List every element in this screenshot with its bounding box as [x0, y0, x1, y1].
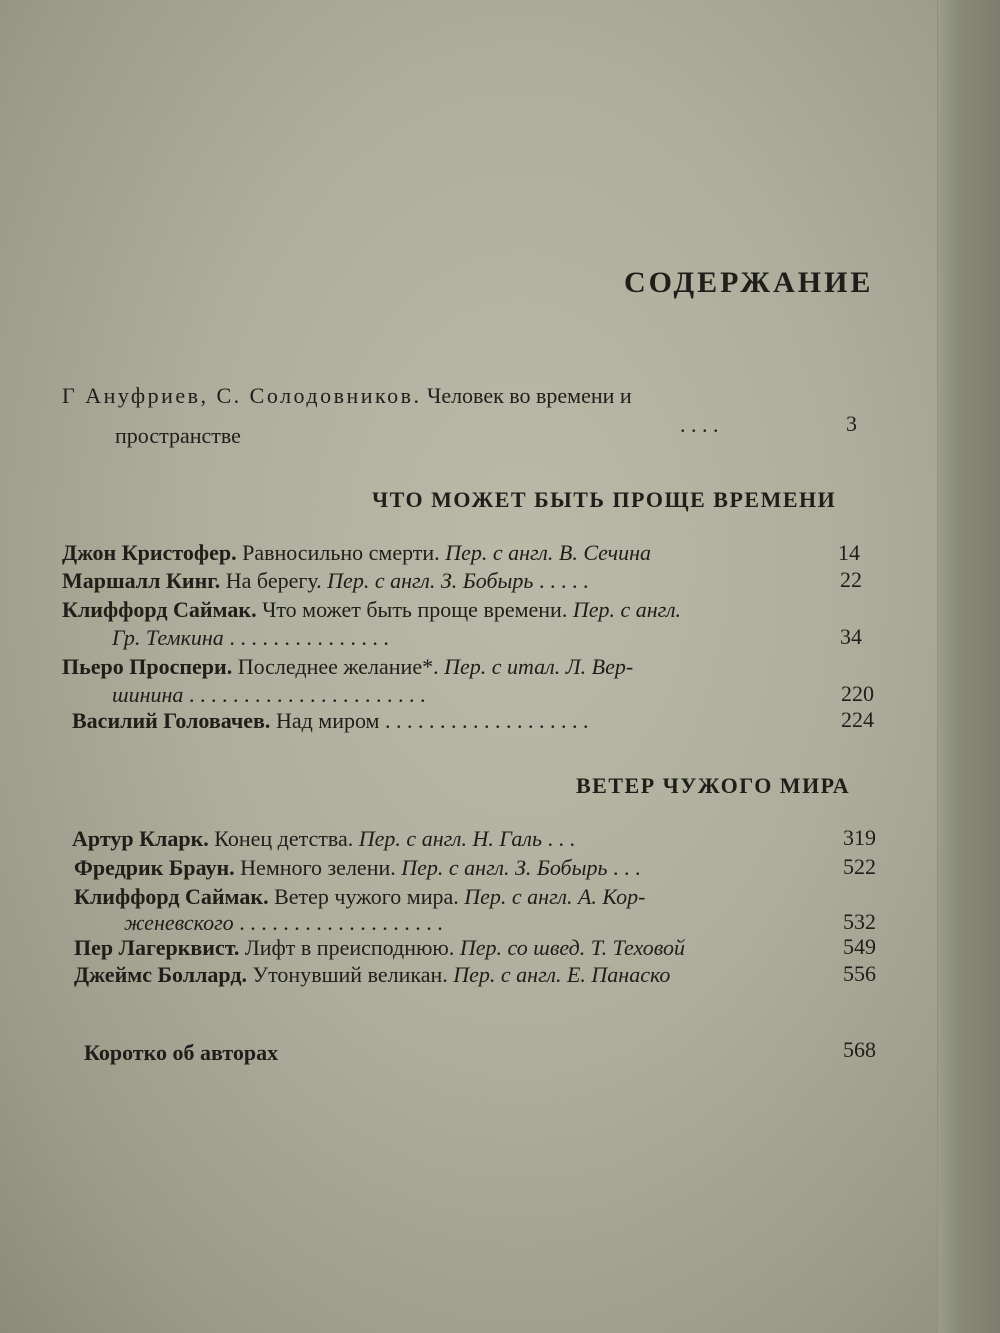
entry-page: 522	[843, 854, 876, 879]
section-heading: ВЕТЕР ЧУЖОГО МИРА	[576, 773, 851, 798]
entry-author: Клиффорд Саймак.	[74, 884, 269, 909]
entry-title: Лифт в преисподнюю.	[244, 935, 455, 960]
toc-entry	[62, 540, 651, 566]
toc-entry-cont	[112, 625, 389, 651]
section-heading: ЧТО МОЖЕТ БЫТЬ ПРОЩЕ ВРЕМЕНИ	[372, 487, 837, 512]
entry-page: 14	[838, 540, 860, 565]
toc-entry	[74, 962, 670, 988]
toc-entry-intro-cont	[115, 423, 241, 449]
entry-page: 22	[840, 567, 862, 592]
entry-translator: Пер. с итал. Л. Вер-	[444, 654, 634, 679]
entry-page: 549	[843, 934, 876, 959]
entry-dots: . . . .	[680, 412, 719, 437]
entry-title: Немного зелени.	[240, 855, 396, 880]
toc-entry	[62, 597, 681, 623]
entry-title: Что может быть проще времени.	[262, 597, 568, 622]
entry-translator-cont: женевского	[124, 910, 234, 935]
entry-author: Г Ануфриев, С. Солодовников.	[62, 383, 422, 408]
entry-dots: . . .	[547, 826, 575, 851]
entry-title: Человек во времени и	[427, 383, 632, 408]
entry-translator: Пер. с англ.	[572, 597, 682, 622]
toc-entry-cont	[124, 910, 443, 936]
entry-dots: . . . . . . . . . . . . . . .	[229, 625, 389, 650]
entry-author: Василий Головачев.	[72, 708, 271, 733]
entry-author: Фредрик Браун.	[74, 855, 235, 880]
entry-dots: . . . . . . . . . . . . . . . . . . . . . .	[188, 682, 426, 707]
toc-entry	[74, 935, 685, 961]
entry-translator: Пер. с англ. А. Кор-	[464, 884, 646, 909]
toc-entry	[74, 855, 641, 881]
entry-page: 224	[841, 707, 874, 732]
entry-page: 532	[843, 909, 876, 934]
toc-entry	[62, 654, 633, 680]
entry-title: Над миром	[275, 708, 380, 733]
entry-title: Последнее желание*.	[237, 654, 439, 679]
toc-entry-cont	[112, 682, 425, 708]
entry-translator: Пер. с англ. З. Бобырь	[401, 855, 608, 880]
entry-author: Пьеро Проспери.	[62, 654, 233, 679]
entry-page: 568	[843, 1037, 876, 1062]
entry-title: Равносильно смерти.	[242, 540, 440, 565]
entry-title: Конец детства.	[214, 826, 354, 851]
entry-translator: Пер. с англ. Н. Галь	[358, 826, 542, 851]
toc-entry	[72, 826, 575, 852]
entry-page: 319	[843, 825, 876, 850]
entry-title: Коротко об авторах	[84, 1040, 279, 1065]
entry-title: На берегу.	[225, 568, 322, 593]
entry-translator-cont: шинина	[112, 682, 184, 707]
toc-entry	[72, 708, 588, 734]
entry-page: 3	[846, 411, 857, 436]
entry-translator: Пер. с англ. З. Бобырь	[327, 568, 534, 593]
entry-translator: Пер. с англ. В. Сечина	[445, 540, 652, 565]
entry-dots: . . . . . . . . . . . . . . . . . . .	[239, 910, 443, 935]
entry-translator-cont: Гр. Темкина	[112, 625, 224, 650]
page-edge	[937, 0, 1000, 1333]
toc-entry	[74, 884, 646, 910]
entry-author: Джеймс Боллард.	[74, 962, 248, 987]
entry-page: 220	[841, 681, 874, 706]
toc-entry-authors	[84, 1040, 278, 1066]
contents-title: СОДЕРЖАНИЕ	[624, 266, 874, 299]
entry-title-cont: пространстве	[115, 423, 241, 448]
entry-title: Ветер чужого мира.	[274, 884, 459, 909]
toc-entry-intro	[62, 383, 632, 409]
entry-dots: . . . . . . . . . . . . . . . . . . .	[384, 708, 589, 733]
entry-author: Маршалл Кинг.	[62, 568, 221, 593]
entry-dots: . . .	[613, 855, 641, 880]
entry-page: 34	[840, 624, 862, 649]
entry-page: 556	[843, 961, 876, 986]
toc-entry	[62, 568, 588, 594]
entry-dots: . . . . .	[538, 568, 589, 593]
entry-title: Утонувший великан.	[252, 962, 448, 987]
entry-author: Клиффорд Саймак.	[62, 597, 257, 622]
entry-translator: Пер. с англ. Е. Панаско	[453, 962, 671, 987]
entry-author: Артур Кларк.	[72, 826, 209, 851]
entry-translator: Пер. со швед. Т. Теховой	[459, 935, 685, 960]
entry-author: Пер Лагерквист.	[74, 935, 240, 960]
entry-author: Джон Кристофер.	[62, 540, 237, 565]
